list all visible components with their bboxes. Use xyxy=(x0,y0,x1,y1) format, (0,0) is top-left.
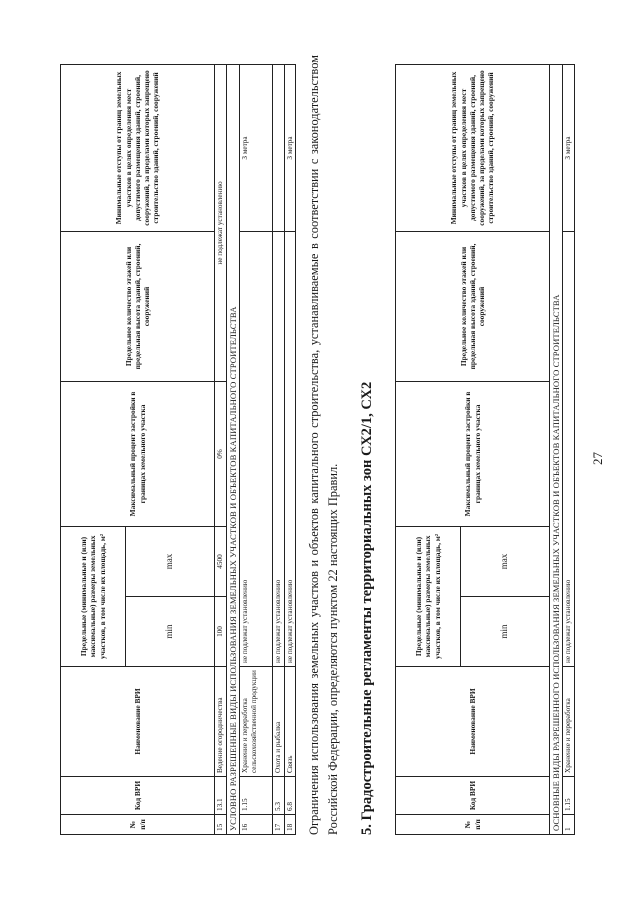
row-code: 13.1 xyxy=(215,777,227,815)
col-min-header: min xyxy=(126,597,215,667)
row-name: Хранение и переработка сельскохозяйственной продукции xyxy=(239,667,272,777)
row-num: 15 xyxy=(215,815,227,835)
row-num: 18 xyxy=(284,815,296,835)
row-size: не подлежат установлению xyxy=(239,231,272,666)
col-floors-header: Предельное количество этажей или предельная высота зданий, строений, сооружений xyxy=(61,231,215,381)
col-min-header: min xyxy=(461,597,550,667)
section-row xyxy=(226,64,239,834)
section-title: УСЛОВНО РАЗРЕШЕННЫЕ ВИДЫ ИСПОЛЬЗОВАНИЯ ЗЕМЕЛЬНЫХ УЧАСТКОВ И ОБЪЕКТОВ КАПИТАЛЬНОГО СТРОИТЕЛЬСТВА xyxy=(226,64,239,834)
row-code: 1.15 xyxy=(563,777,575,815)
row-setback-empty xyxy=(272,64,284,231)
table-row xyxy=(215,64,227,834)
col-name-header: Наименование ВРИ xyxy=(61,667,215,777)
row-name: Связь xyxy=(284,667,296,777)
row-setback: 3 метра xyxy=(239,64,272,231)
row-name: Охота и рыбалка xyxy=(272,667,284,777)
row-num: 17 xyxy=(272,815,284,835)
col-percent-header: Максимальный процент застройки в границах земельного участка xyxy=(396,381,550,526)
col-code-header: Код ВРИ xyxy=(396,777,550,815)
col-setback-header: Минимальные отступы от границ земельных участков в целях определения мест допустимого размещения зданий, строений, сооружений, за пределами которых запрещено строительство зданий, строений, сооружений xyxy=(396,64,550,231)
col-code-header: Код ВРИ xyxy=(61,777,215,815)
header-row xyxy=(396,64,461,834)
col-num-header: № п/п xyxy=(61,815,215,835)
row-code: 1.15 xyxy=(239,777,272,815)
row-percent: 0% xyxy=(215,381,227,526)
table-row xyxy=(239,64,272,834)
col-max-header: max xyxy=(461,526,550,596)
page-number: 27 xyxy=(590,452,605,465)
row-size: не подлежат установлению xyxy=(284,231,296,666)
row-setback: 3 метра xyxy=(284,64,296,231)
zone-regulation-table xyxy=(60,64,296,835)
zone-regulation-table-sx2 xyxy=(395,64,575,835)
row-num: 16 xyxy=(239,815,272,835)
restrictions-paragraph: Ограничения использования земельных участков и объектов капитального строительства, устанавливаемые в соответствии с законодательством Российской Федерации, определяются пунктом 22 настоящих Правил. xyxy=(307,55,341,835)
header-row xyxy=(61,64,126,834)
col-setback-header: Минимальные отступы от границ земельных участков в целях определения мест допустимого размещения зданий, строений, сооружений, за пределами которых запрещено строительство зданий, строений, сооружений xyxy=(61,64,215,231)
table-row xyxy=(563,64,575,834)
col-name-header: Наименование ВРИ xyxy=(396,667,550,777)
row-setback: 3 метра xyxy=(563,64,575,231)
col-size-header: Предельные (минимальные и (или) максимальные) размеры земельных участков, в том числе их площадь, м² xyxy=(61,526,126,666)
row-size: не подлежат установлению xyxy=(272,231,284,666)
col-percent-header: Максимальный процент застройки в границах земельного участка xyxy=(61,381,215,526)
row-code: 6.8 xyxy=(284,777,296,815)
col-num-header: № п/п xyxy=(396,815,550,835)
row-min: 100 xyxy=(215,597,227,667)
section-heading: 5. Градостроительные регламенты территориальных зон СХ2/1, СХ2 xyxy=(359,381,375,835)
row-max: 4500 xyxy=(215,526,227,596)
row-floors-setback: не подлежат установлению xyxy=(215,64,227,381)
row-size: не подлежат установлению xyxy=(563,231,575,666)
row-num: 1 xyxy=(563,815,575,835)
table-row xyxy=(272,64,284,834)
table-row xyxy=(284,64,296,834)
row-name: Хранение и переработка xyxy=(563,667,575,777)
col-max-header: max xyxy=(126,526,215,596)
col-floors-header: Предельное количество этажей или предельная высота зданий, строений, сооружений xyxy=(396,231,550,381)
section-row xyxy=(550,64,563,834)
row-name: Ведение огородничества xyxy=(215,667,227,777)
section-title: ОСНОВНЫЕ ВИДЫ РАЗРЕШЕННОГО ИСПОЛЬЗОВАНИЯ ЗЕМЕЛЬНЫХ УЧАСТКОВ И ОБЪЕКТОВ КАПИТАЛЬНОГО СТРОИТЕЛЬСТВА xyxy=(550,64,563,834)
row-code: 5.3 xyxy=(272,777,284,815)
col-size-header: Предельные (минимальные и (или) максимальные) размеры земельных участков, в том числе их площадь, м² xyxy=(396,526,461,666)
